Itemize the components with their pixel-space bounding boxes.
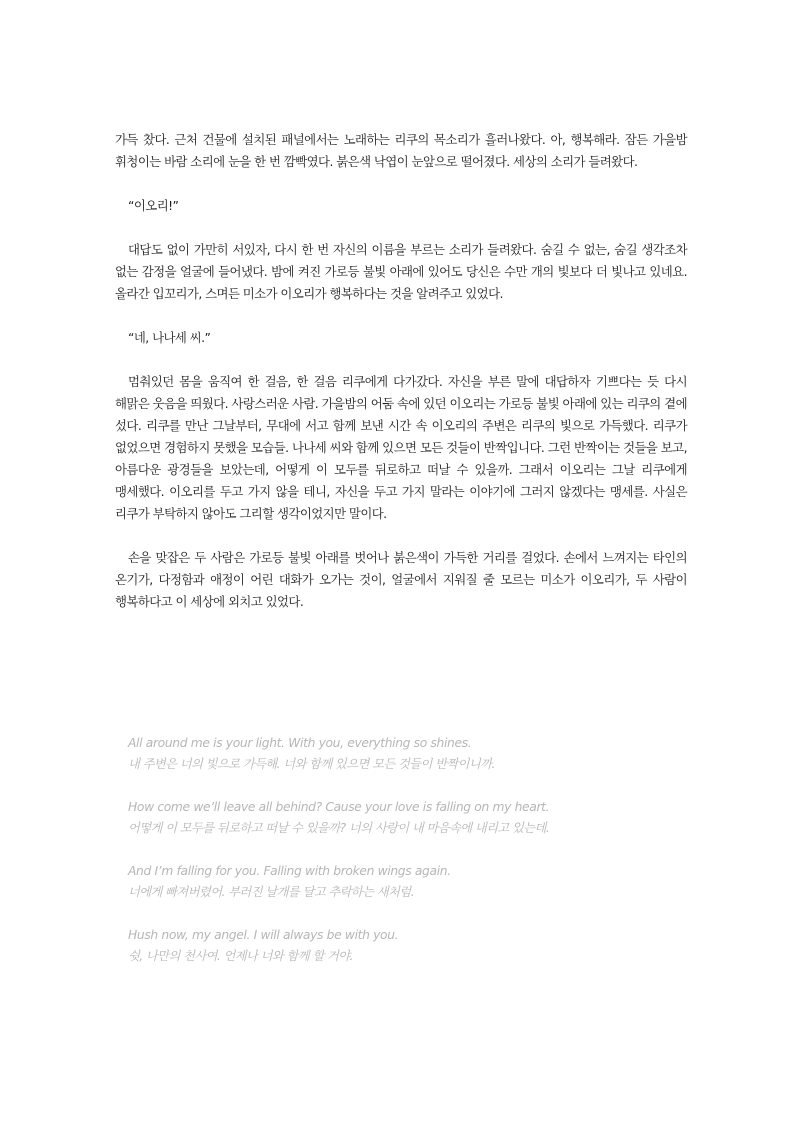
lyric-english-line: All around me is your light. With you, everything so shines. xyxy=(128,736,472,750)
lyric-korean-line: 내 주변은 너의 빛으로 가득해. 너와 함께 있으면 모든 것들이 반짝이니까. xyxy=(128,757,495,771)
lyric-stanza xyxy=(128,925,688,967)
story-paragraph: 대답도 없이 가만히 서있자, 다시 한 번 자신의 이름을 부르는 소리가 들려왔다. 숨길 수 없는, 숨길 생각조차 없는 감정을 얼굴에 들어냈다. 밤에 켜진 가로등 불빛 아래에 있어도 당신은 수만 개의 빛보다 더 빛나고 있네요. 올라간 입꼬리가, 스며든 미소가 이오리가 행복하다는 것을 알려주고 있었다. xyxy=(115,242,687,301)
paragraph-gap xyxy=(115,525,687,547)
story-paragraph: 가득 찼다. 근처 건물에 설치된 패널에서는 노래하는 리쿠의 목소리가 흘러나왔다. 아, 행복해라. 잠든 가을밤 휘청이는 바람 소리에 눈을 한 번 깜빡였다. 붉은색 낙엽이 눈앞으로 떨어졌다. 세상의 소리가 들려왔다. xyxy=(115,132,687,169)
lyric-stanza xyxy=(128,861,688,903)
story-paragraph: 손을 맞잡은 두 사람은 가로등 불빛 아래를 벗어나 붉은색이 가득한 거리를 걸었다. 손에서 느껴지는 타인의 온기가, 다정함과 애정이 어린 대화가 오가는 것이, 얼굴에서 지워질 줄 모르는 미소가 이오리가, 두 사람이 행복하다고 이 세상에 외치고 있었다. xyxy=(115,550,687,609)
lyrics-section xyxy=(128,733,688,989)
lyric-stanza xyxy=(128,797,688,839)
lyric-english-line: How come we’ll leave all behind? Cause your love is falling on my heart. xyxy=(128,800,550,814)
lyric-english-line: Hush now, my angel. I will always be with you. xyxy=(128,928,399,942)
lyric-korean-line: 너에게 빠져버렸어. 부러진 날개를 달고 추락하는 새처럼. xyxy=(128,885,414,899)
paragraph-gap xyxy=(115,305,687,327)
story-body xyxy=(115,129,687,613)
paragraph-gap xyxy=(115,217,687,239)
dialogue-line: “이오리!” xyxy=(128,198,179,213)
paragraph-gap xyxy=(115,173,687,195)
lyric-korean-line: 쉿, 나만의 천사여. 언제나 너와 함께 할 거야. xyxy=(128,949,353,963)
story-paragraph: 멈춰있던 몸을 움직여 한 걸음, 한 걸음 리쿠에게 다가갔다. 자신을 부른 말에 대답하자 기쁘다는 듯 다시 해맑은 웃음을 띄웠다. 사랑스러운 사람. 가을밤의 어둠 속에 있던 이오리는 가로등 불빛 아래에 있는 리쿠의 곁에 섰다. 리쿠를 만난 그날부터, 무대에 서고 함께 보낸 시간 속 이오리의 주변은 리쿠의 빛으로 가득했다. 리쿠가 없었으면 경험하지 못했을 모습들. 나나세 씨와 함께 있으면 모든 것들이 반짝입니다. 그런 반짝이는 것들을 보고, 아름다운 광경들을 보았는데, 어떻게 이 모두를 뒤로하고 떠날 수 있을까. 그래서 이오리는 그날 리쿠에게 맹세했다. 이오리를 두고 가지 않을 테니, 자신을 두고 가지 말라는 이야기에 그러지 않겠다는 맹세를. 사실은 리쿠가 부탁하지 않아도 그리할 생각이었지만 말이다. xyxy=(115,374,687,521)
lyric-english-line: And I’m falling for you. Falling with broken wings again. xyxy=(128,864,451,878)
paragraph-gap xyxy=(115,349,687,371)
dialogue-line: “네, 나나세 씨.” xyxy=(128,330,211,345)
lyric-stanza xyxy=(128,733,688,775)
lyric-korean-line: 어떻게 이 모두를 뒤로하고 떠날 수 있을까? 너의 사랑이 내 마음속에 내리고 있는데. xyxy=(128,821,550,835)
